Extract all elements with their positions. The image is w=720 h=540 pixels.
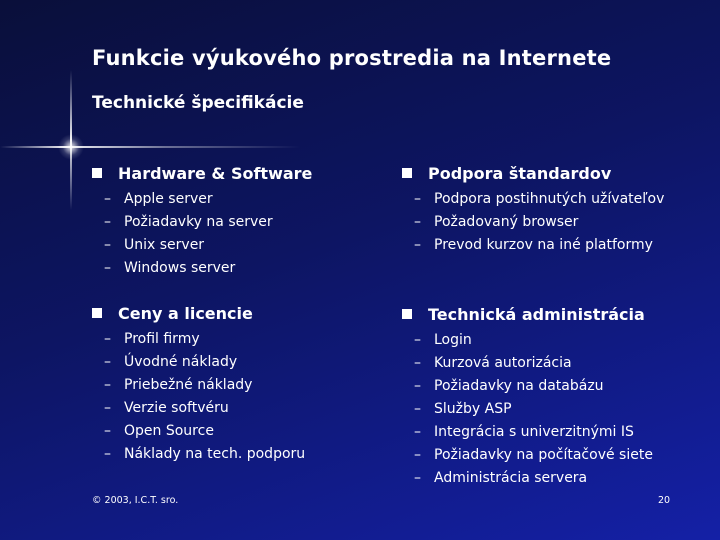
dash-marker: – xyxy=(414,355,421,371)
list-item xyxy=(92,211,312,234)
list-item xyxy=(92,257,312,280)
slide-title: Funkcie výukového prostredia na Internete xyxy=(92,46,612,70)
decorative-star-glow xyxy=(58,134,84,160)
section-heading-text: Podpora štandardov xyxy=(428,163,612,183)
dash-marker: – xyxy=(104,377,111,393)
dash-marker: – xyxy=(104,354,111,370)
slide-subtitle: Technické špecifikácie xyxy=(92,93,304,113)
dash-marker: – xyxy=(414,214,421,230)
dash-marker: – xyxy=(104,237,111,253)
list-item xyxy=(402,444,653,467)
list-item-text: Windows server xyxy=(124,260,236,276)
list-item-text: Administrácia servera xyxy=(434,470,588,486)
dash-marker: – xyxy=(414,447,421,463)
dash-marker: – xyxy=(414,332,421,348)
list-item xyxy=(402,329,653,352)
dash-marker: – xyxy=(414,191,421,207)
square-bullet-icon xyxy=(402,309,412,319)
dash-marker: – xyxy=(104,260,111,276)
list-item xyxy=(402,398,653,421)
list-item-text: Požadovaný browser xyxy=(434,214,579,230)
list-item xyxy=(92,351,305,374)
list-item-text: Priebežné náklady xyxy=(124,377,253,393)
section-list xyxy=(402,329,653,490)
list-item-text: Verzie softvéru xyxy=(124,400,229,416)
dash-marker: – xyxy=(414,378,421,394)
dash-marker: – xyxy=(104,446,111,462)
list-item-text: Apple server xyxy=(124,191,213,207)
square-bullet-icon xyxy=(92,168,102,178)
section-heading xyxy=(92,302,305,324)
list-item-text: Požiadavky na server xyxy=(124,214,273,230)
section-heading xyxy=(92,162,312,184)
dash-marker: – xyxy=(414,401,421,417)
dash-marker: – xyxy=(414,424,421,440)
list-item xyxy=(402,421,653,444)
list-item xyxy=(92,328,305,351)
section-hardware-software xyxy=(92,162,312,280)
section-list xyxy=(402,188,664,257)
dash-marker: – xyxy=(104,400,111,416)
dash-marker: – xyxy=(104,331,111,347)
list-item xyxy=(402,234,664,257)
section-technicka-administracia xyxy=(402,303,653,490)
list-item-text: Profil firmy xyxy=(124,331,200,347)
list-item-text: Požiadavky na databázu xyxy=(434,378,604,394)
dash-marker: – xyxy=(104,191,111,207)
page-number: 20 xyxy=(658,495,671,506)
list-item xyxy=(402,375,653,398)
square-bullet-icon xyxy=(402,168,412,178)
list-item xyxy=(402,352,653,375)
section-ceny-licencie xyxy=(92,302,305,466)
section-heading xyxy=(402,303,653,325)
list-item xyxy=(402,188,664,211)
list-item xyxy=(92,188,312,211)
list-item xyxy=(92,374,305,397)
list-item-text: Login xyxy=(434,332,472,348)
section-heading xyxy=(402,162,664,184)
list-item-text: Unix server xyxy=(124,237,205,253)
list-item-text: Podpora postihnutých užívateľov xyxy=(434,191,665,207)
list-item xyxy=(92,397,305,420)
square-bullet-icon xyxy=(92,308,102,318)
copyright-footer: © 2003, I.C.T. sro. xyxy=(92,495,179,506)
list-item-text: Úvodné náklady xyxy=(124,354,238,370)
list-item-text: Kurzová autorizácia xyxy=(434,355,572,371)
section-podpora-standardov xyxy=(402,162,664,257)
list-item-text: Prevod kurzov na iné platformy xyxy=(434,237,653,253)
list-item-text: Open Source xyxy=(124,423,214,439)
dash-marker: – xyxy=(414,470,421,486)
dash-marker: – xyxy=(104,214,111,230)
list-item xyxy=(92,420,305,443)
section-list xyxy=(92,188,312,280)
list-item xyxy=(402,211,664,234)
dash-marker: – xyxy=(104,423,111,439)
list-item xyxy=(92,443,305,466)
list-item-text: Požiadavky na počítačové siete xyxy=(434,447,653,463)
list-item-text: Služby ASP xyxy=(434,401,512,417)
list-item xyxy=(402,467,653,490)
section-list xyxy=(92,328,305,466)
decorative-horizontal-line xyxy=(0,146,300,148)
list-item-text: Náklady na tech. podporu xyxy=(124,446,306,462)
section-heading-text: Hardware & Software xyxy=(118,163,313,183)
list-item-text: Integrácia s univerzitnými IS xyxy=(434,424,634,440)
section-heading-text: Technická administrácia xyxy=(428,304,645,324)
section-heading-text: Ceny a licencie xyxy=(118,303,253,323)
dash-marker: – xyxy=(414,237,421,253)
list-item xyxy=(92,234,312,257)
